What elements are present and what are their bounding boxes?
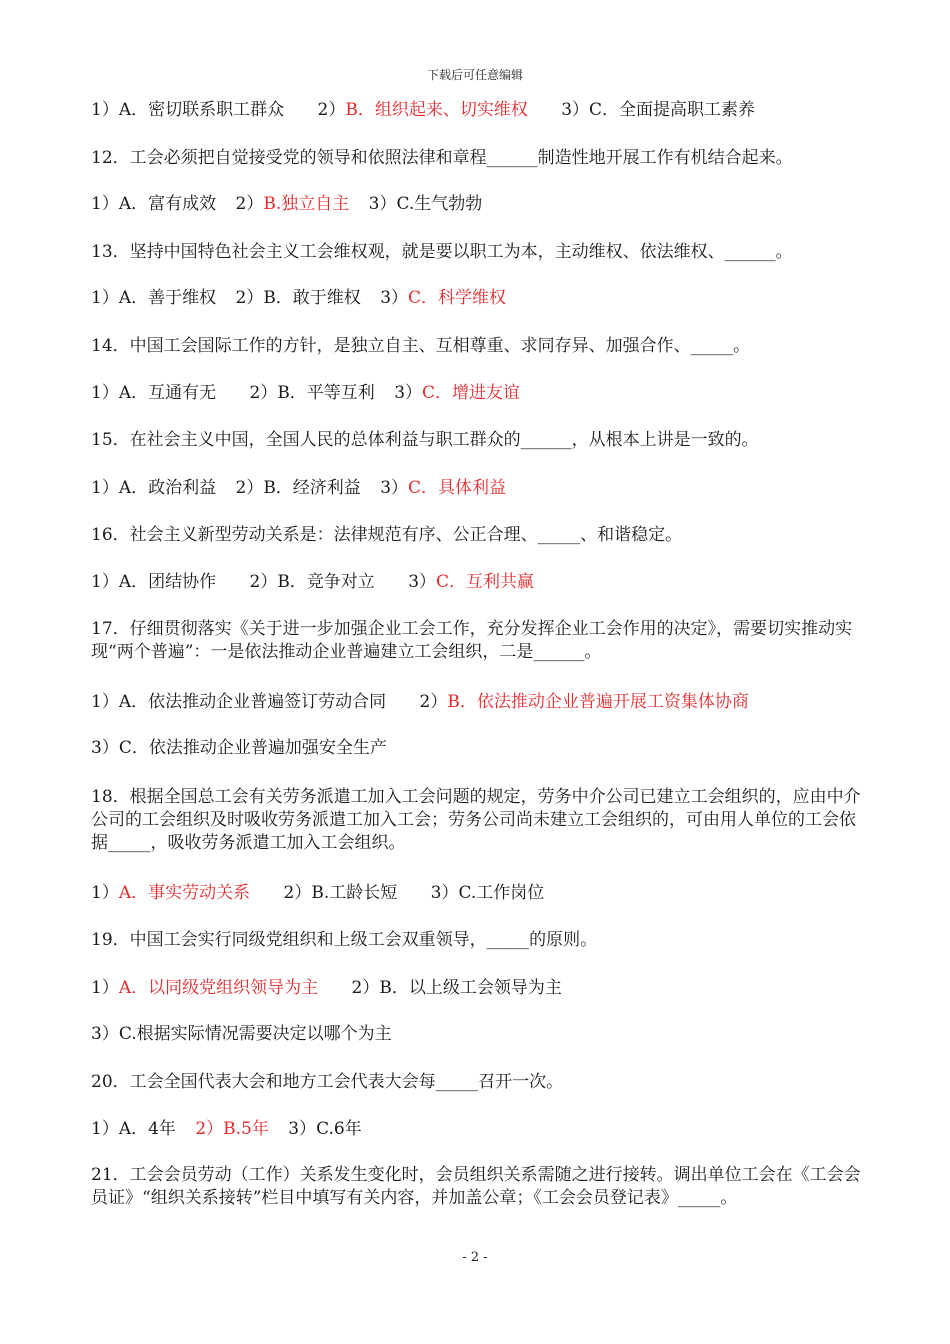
answer-options-16 bbox=[91, 570, 871, 594]
answer-options-11 bbox=[91, 98, 871, 122]
option-a-correct: A．以同级党组织领导为主 bbox=[118, 978, 319, 998]
answer-options-18 bbox=[91, 881, 871, 905]
option-b-number: 2） bbox=[317, 100, 346, 120]
option-a: 1）A．团结协作 bbox=[91, 572, 217, 592]
option-c: 3）C.生气勃勃 bbox=[368, 194, 483, 214]
option-c-correct: C．具体利益 bbox=[408, 478, 507, 498]
option-c-number: 3） bbox=[394, 383, 423, 403]
option-c-correct: C．互利共赢 bbox=[436, 572, 535, 592]
page-header: 下载后可任意编辑 bbox=[426, 68, 523, 82]
option-a: 1）A．富有成效 bbox=[91, 194, 217, 214]
question-13: 13．坚持中国特色社会主义工会维权观，就是要以职工为本，主动维权、依法维权、______。 bbox=[91, 242, 793, 262]
answer-options-15 bbox=[91, 476, 871, 500]
answer-options-17-ab bbox=[91, 690, 871, 714]
option-c: 3）C.6年 bbox=[288, 1119, 362, 1139]
question-12: 12．工会必须把自觉接受党的领导和依照法律和章程______制造性地开展工作有机结合起来。 bbox=[91, 148, 793, 168]
question-21: 21．工会会员劳动（工作）关系发生变化时，会员组织关系需随之进行接转。调出单位工会在《工会会员证》“组织关系接转”栏目中填写有关内容，并加盖公章；《工会会员登记表》_____。 bbox=[91, 1165, 861, 1208]
question-18: 18．根据全国总工会有关劳务派遣工加入工会问题的规定，劳务中介公司已建立工会组织的，应由中介公司的工会组织及时吸收劳务派遣工加入工会；劳务公司尚未建立工会组织的，可由用人单位的工会依据_____，吸收劳务派遣工加入工会组织。 bbox=[91, 787, 861, 853]
option-a: 1）A．互通有无 bbox=[91, 383, 217, 403]
option-b-correct: B．组织起来、切实维权 bbox=[345, 100, 528, 120]
option-a-number: 1） bbox=[91, 978, 119, 998]
option-a-correct: A．事实劳动关系 bbox=[118, 883, 251, 903]
answer-options-20 bbox=[91, 1117, 871, 1141]
option-c: 3）C.工作岗位 bbox=[430, 883, 545, 903]
option-b: 2）B．平等互利 bbox=[249, 383, 375, 403]
option-a: 1）A．政治利益 bbox=[91, 478, 217, 498]
option-c: 3）C．全面提高职工素养 bbox=[561, 100, 756, 120]
option-a-number: 1） bbox=[91, 883, 119, 903]
option-c: 3）C．依法推动企业普遍加强安全生产 bbox=[91, 738, 387, 758]
option-c-number: 3） bbox=[380, 478, 409, 498]
option-b: 2）B．以上级工会领导为主 bbox=[351, 978, 562, 998]
option-b-correct: B．依法推动企业普遍开展工资集体协商 bbox=[447, 692, 749, 712]
option-b-number: 2） bbox=[235, 194, 264, 214]
option-c-correct: C．科学维权 bbox=[408, 288, 507, 308]
answer-options-14 bbox=[91, 381, 871, 405]
page-number: - 2 - bbox=[462, 1250, 488, 1265]
option-c-correct: C．增进友谊 bbox=[422, 383, 521, 403]
answer-options-17-c bbox=[91, 736, 871, 760]
option-c: 3）C.根据实际情况需要决定以哪个为主 bbox=[91, 1024, 392, 1044]
option-a: 1）A．密切联系职工群众 bbox=[91, 100, 285, 120]
question-15: 15．在社会主义中国，全国人民的总体利益与职工群众的______，从根本上讲是一致的。 bbox=[91, 430, 759, 450]
option-a: 1）A．4年 bbox=[91, 1119, 176, 1139]
option-b-number: 2） bbox=[419, 692, 448, 712]
option-b: 2）B.工龄长短 bbox=[283, 883, 398, 903]
option-a: 1）A．善于维权 bbox=[91, 288, 217, 308]
answer-options-13 bbox=[91, 286, 871, 310]
question-14: 14．中国工会国际工作的方针，是独立自主、互相尊重、求同存异、加强合作、_____。 bbox=[91, 336, 751, 356]
option-c-number: 3） bbox=[408, 572, 437, 592]
option-a: 1）A．依法推动企业普遍签订劳动合同 bbox=[91, 692, 387, 712]
question-19: 19．中国工会实行同级党组织和上级工会双重领导，_____的原则。 bbox=[91, 930, 598, 950]
question-17: 17．仔细贯彻落实《关于进一步加强企业工会工作，充分发挥企业工会作用的决定》，需要切实推动实现“两个普遍”：一是依法推动企业普遍建立工会组织，二是______。 bbox=[91, 619, 853, 662]
option-c-number: 3） bbox=[380, 288, 409, 308]
option-b: 2）B．竞争对立 bbox=[249, 572, 375, 592]
option-b-correct: 2）B.5年 bbox=[195, 1119, 269, 1139]
question-16: 16．社会主义新型劳动关系是：法律规范有序、公正合理、_____、和谐稳定。 bbox=[91, 525, 683, 545]
option-b: 2）B．敢于维权 bbox=[235, 288, 361, 308]
answer-options-19-ab bbox=[91, 976, 871, 1000]
answer-options-19-c bbox=[91, 1022, 871, 1046]
option-b-correct: B.独立自主 bbox=[263, 194, 350, 214]
question-20: 20．工会全国代表大会和地方工会代表大会每_____召开一次。 bbox=[91, 1072, 564, 1092]
option-b: 2）B．经济利益 bbox=[235, 478, 361, 498]
answer-options-12 bbox=[91, 192, 871, 216]
